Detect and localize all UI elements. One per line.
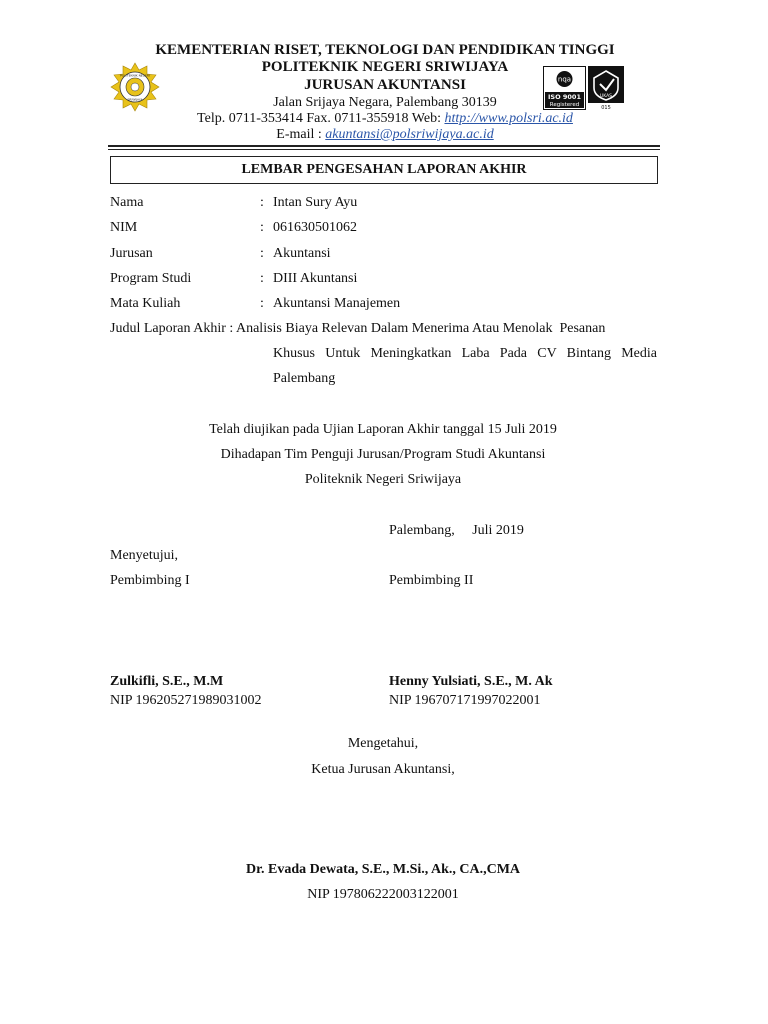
header-divider-thin: [108, 149, 660, 150]
iso-badge-line1: ISO 9001: [548, 93, 581, 101]
pembimbing-1-name: Zulkifli, S.E., M.M: [110, 674, 224, 689]
place-date: Palembang, Juli 2019: [389, 523, 524, 538]
ketua-jurusan-nip: NIP 197806222003122001: [307, 887, 459, 902]
field-value-program-studi: DIII Akuntansi: [273, 271, 358, 286]
seal-top-text: POLITEKNIK NEGERI: [120, 73, 150, 78]
field-label-program-studi: Program Studi: [110, 271, 192, 286]
field-label-nama: Nama: [110, 195, 144, 210]
judul-line-2: Khusus Untuk Meningkatkan Laba Pada CV Bintang Media: [273, 346, 657, 361]
pembimbing-1-nip: NIP 196205271989031002: [110, 693, 262, 708]
address: Jalan Srijaya Negara, Palembang 30139: [273, 95, 497, 110]
pembimbing-2-label: Pembimbing II: [389, 573, 474, 588]
field-label-mata-kuliah: Mata Kuliah: [110, 296, 181, 311]
field-colon: :: [260, 271, 264, 286]
ukas-code: 015: [601, 105, 611, 110]
pembimbing-2-nip: NIP 196707171997022001: [389, 693, 541, 708]
document-title: LEMBAR PENGESAHAN LAPORAN AKHIR: [110, 156, 658, 184]
iso-badge-top: nqa: [557, 75, 572, 84]
field-colon: :: [260, 296, 264, 311]
email-link[interactable]: akuntansi@polsriwijaya.ac.id: [325, 127, 494, 142]
contact-line: [140, 110, 630, 127]
ketua-jurusan-name: Dr. Evada Dewata, S.E., M.Si., Ak., CA.,CMA: [245, 862, 521, 877]
exam-statement-3: Politeknik Negeri Sriwijaya: [304, 472, 462, 487]
ketua-jurusan-position: Ketua Jurusan Akuntansi,: [311, 762, 455, 777]
email-line: [140, 126, 630, 143]
iso-badge-line2: Registered: [549, 102, 580, 108]
header-divider: [108, 145, 660, 147]
mengetahui: Mengetahui,: [347, 736, 419, 751]
email-label: E-mail :: [276, 127, 326, 142]
field-label-nim: NIM: [110, 220, 138, 235]
field-value-nim: 061630501062: [273, 220, 357, 235]
field-label-jurusan: Jurusan: [110, 246, 153, 261]
pembimbing-2-name: Henny Yulsiati, S.E., M. Ak: [389, 674, 553, 689]
institution-name: POLITEKNIK NEGERI SRIWIJAYA: [261, 59, 509, 75]
ukas-label: UKAS: [599, 94, 613, 99]
field-value-mata-kuliah: Akuntansi Manajemen: [273, 296, 401, 311]
field-value-nama: Intan Sury Ayu: [273, 195, 358, 210]
field-value-jurusan: Akuntansi: [273, 246, 331, 261]
field-colon: :: [260, 220, 264, 235]
field-colon: :: [260, 246, 264, 261]
website-link[interactable]: http://www.polsri.ac.id: [444, 111, 573, 126]
exam-statement-2: Dihadapan Tim Penguji Jurusan/Program Studi Akuntansi: [220, 447, 546, 462]
department-name: JURUSAN AKUNTANSI: [304, 77, 466, 93]
contact-text: Telp. 0711-353414 Fax. 0711-355918 Web:: [197, 111, 445, 126]
judul-line-3: Palembang: [273, 371, 336, 386]
ministry-name: KEMENTERIAN RISET, TEKNOLOGI DAN PENDIDIKAN TINGGI: [155, 42, 615, 58]
field-colon: :: [260, 195, 264, 210]
menyetujui: Menyetujui,: [110, 548, 179, 563]
exam-statement-1: Telah diujikan pada Ujian Laporan Akhir tanggal 15 Juli 2019: [209, 422, 557, 437]
judul-line-1: Judul Laporan Akhir : Analisis Biaya Relevan Dalam Menerima Atau Menolak Pesanan: [110, 321, 606, 336]
seal-bottom-text: SRIWIJAYA: [127, 97, 143, 102]
pembimbing-1-label: Pembimbing I: [110, 573, 190, 588]
